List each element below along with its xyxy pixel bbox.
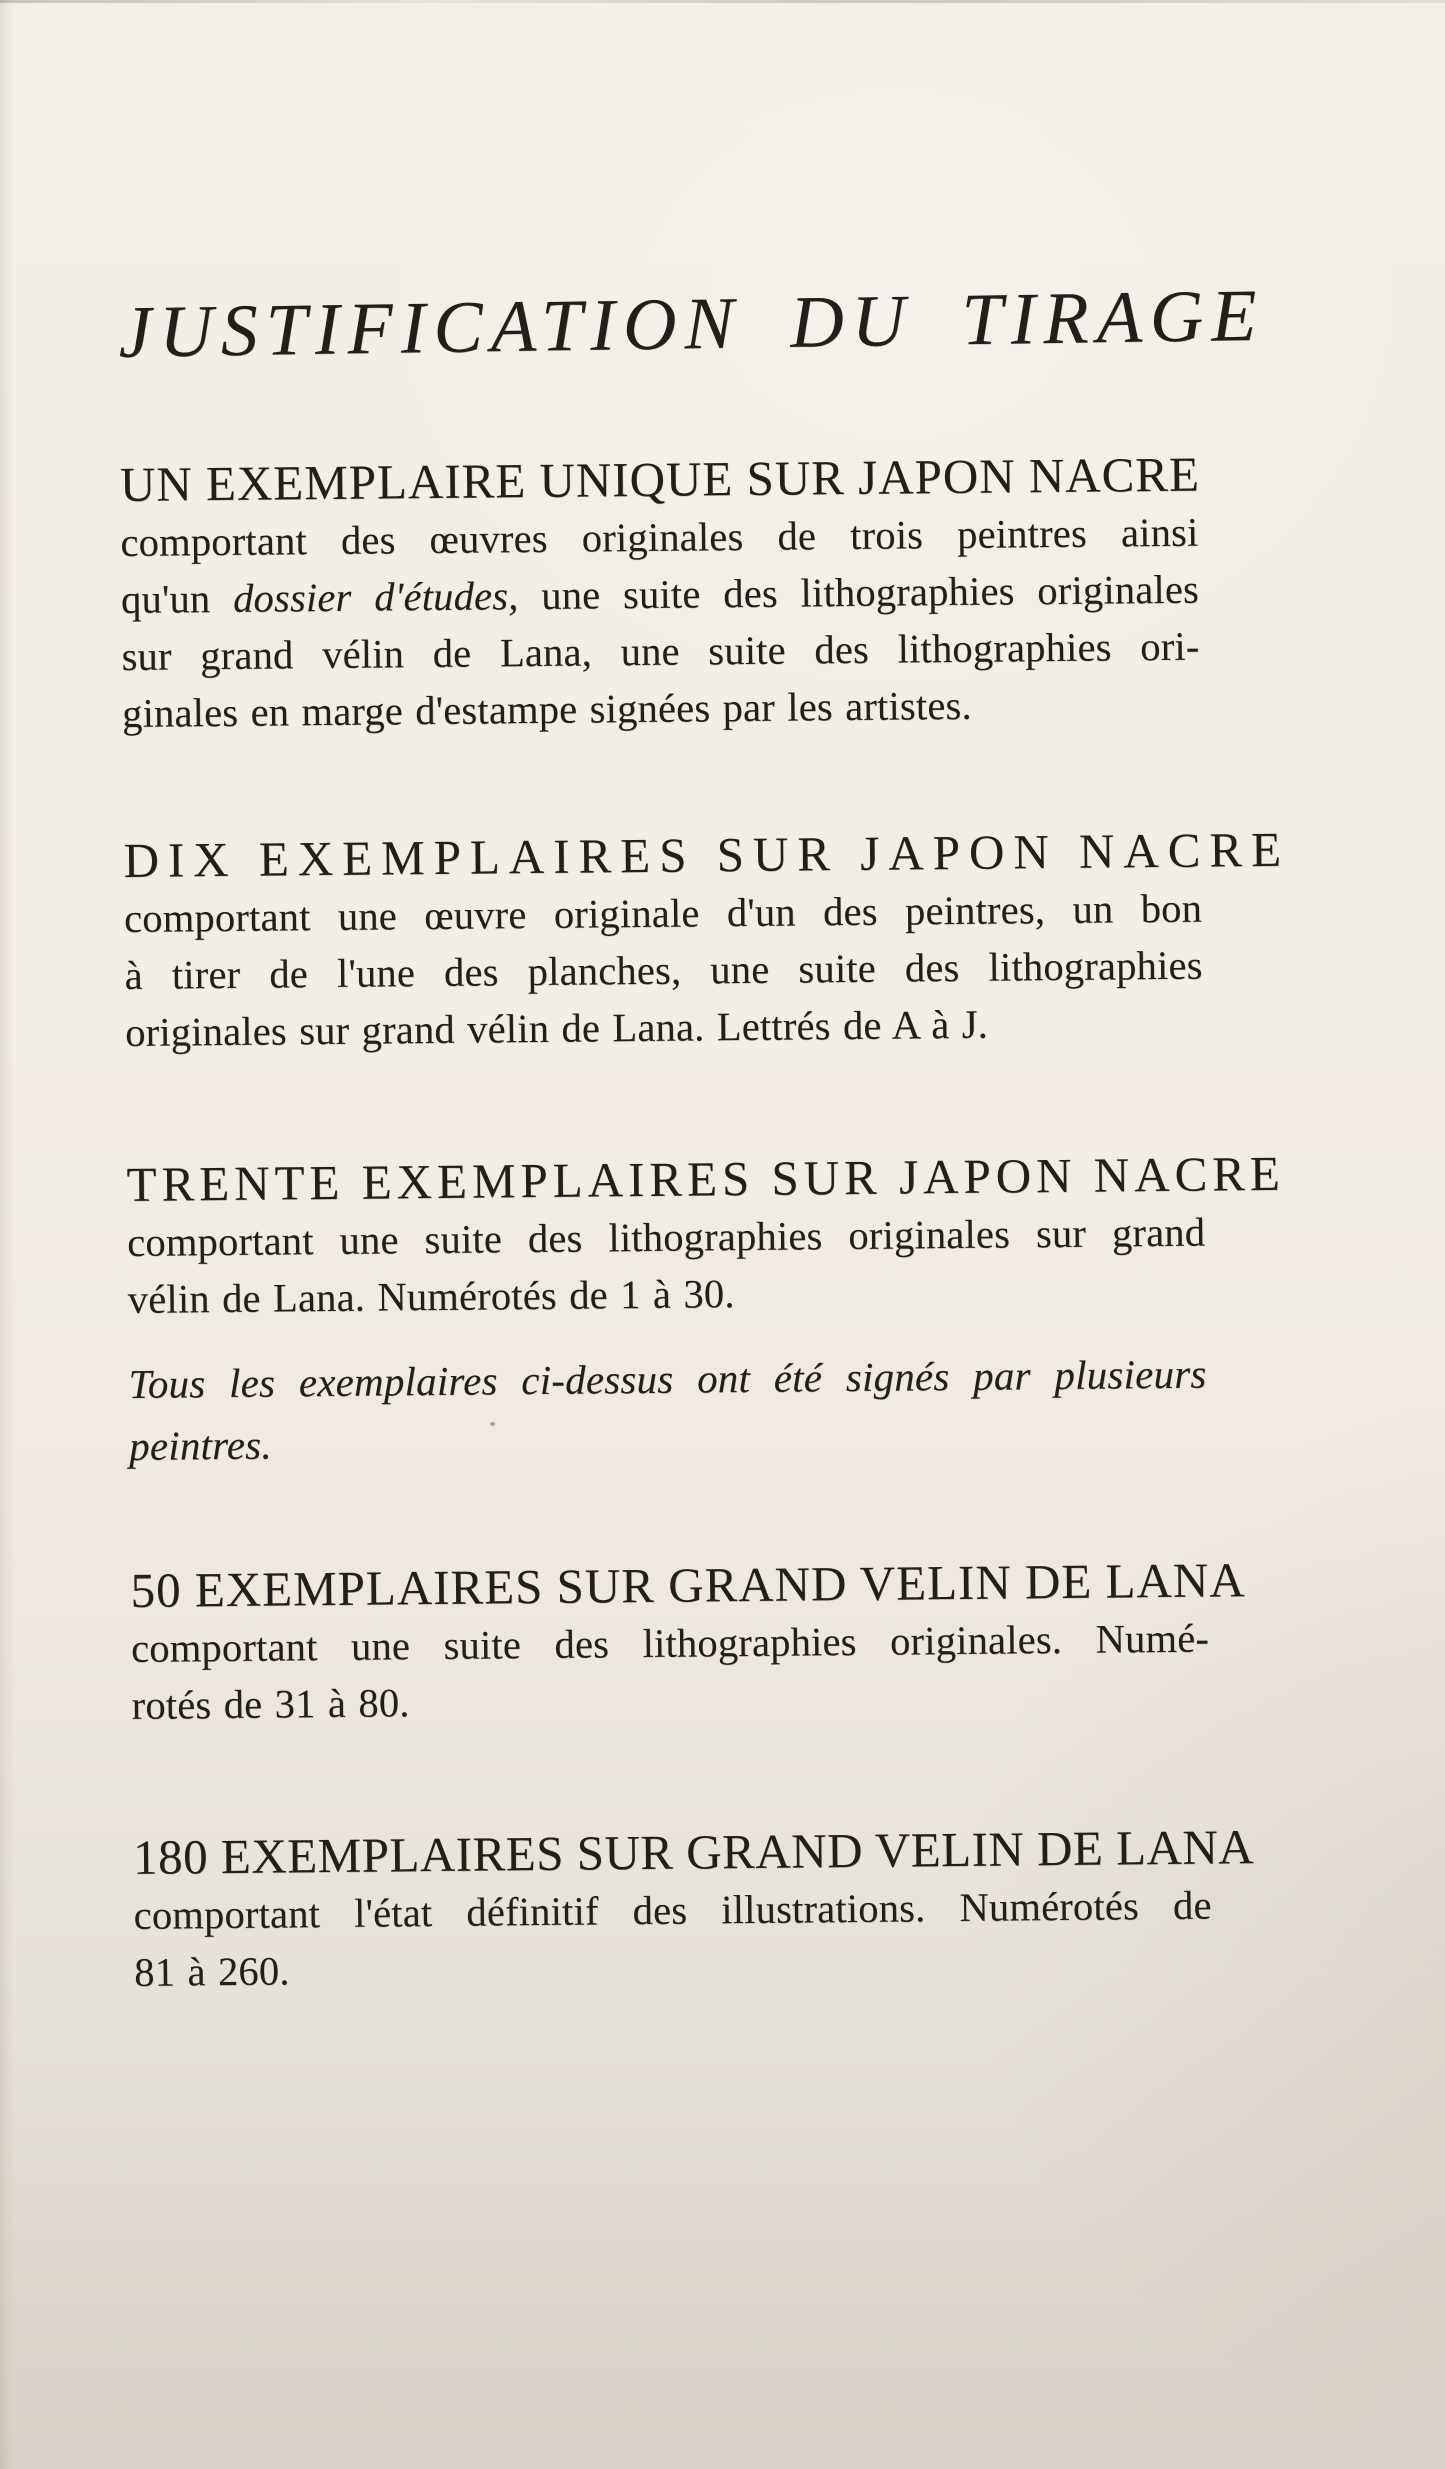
section-heading: 50 EXEMPLAIRES SUR GRAND VELIN DE LANA bbox=[130, 1552, 1246, 1618]
page-title: JUSTIFICATION DU TIRAGE bbox=[117, 274, 1266, 374]
section-heading: DIX EXEMPLAIRES SUR JAPON NACRE bbox=[123, 821, 1291, 888]
body-line: rotés de 31 à 80. bbox=[131, 1680, 410, 1728]
body-line bbox=[121, 561, 1199, 628]
body-line: vélin de Lana. Numérotés de 1 à 30. bbox=[127, 1271, 735, 1322]
note-signatures bbox=[128, 1343, 1207, 1477]
body-line: à tirer de l'une des planches, une suite des lithographies bbox=[124, 942, 1203, 998]
body-line: comportant une œuvre originale d'un des peintres, un bon bbox=[123, 885, 1203, 941]
section-dix-exemplaires bbox=[123, 821, 1291, 1061]
body-line: comportant une suite des lithographies originales sur grand bbox=[126, 1209, 1206, 1265]
section-cinquante-exemplaires bbox=[130, 1552, 1246, 1734]
section-heading: 180 EXEMPLAIRES SUR GRAND VELIN DE LANA bbox=[132, 1819, 1255, 1885]
body-line: sur grand vélin de Lana, une suite des lithographies ori- bbox=[121, 623, 1200, 679]
body-line-part: qu'un bbox=[120, 576, 211, 622]
scan-top-edge-shadow bbox=[0, 0, 1445, 3]
page-content bbox=[117, 273, 1291, 2001]
note-line: Tous les exemplaires ci-dessus ont été signés par plusieurs bbox=[128, 1350, 1207, 1407]
body-line: originales sur grand vélin de Lana. Lettrés de A à J. bbox=[124, 1001, 989, 1055]
body-line: comportant des œuvres originales de trois peintres ainsi bbox=[120, 509, 1199, 565]
note-line: peintres. bbox=[128, 1421, 273, 1469]
body-line: 81 à 260. bbox=[134, 1948, 290, 1995]
body-line-part: une suite des lithographies originales bbox=[541, 566, 1200, 618]
body-line: comportant une suite des lithographies originales. Numé- bbox=[130, 1615, 1210, 1671]
body-line-italic-part: dossier d'études, bbox=[232, 573, 519, 621]
body-line: comportant l'état définitif des illustrations. Numérotés de bbox=[133, 1882, 1212, 1938]
section-cent-quatre-vingt-exemplaires bbox=[132, 1819, 1255, 2001]
section-heading: TRENTE EXEMPLAIRES SUR JAPON NACRE bbox=[126, 1145, 1286, 1212]
section-trente-exemplaires bbox=[126, 1145, 1286, 1328]
section-heading: UN EXEMPLAIRE UNIQUE SUR JAPON NACRE bbox=[119, 446, 1201, 512]
section-exemplaire-unique bbox=[120, 446, 1201, 742]
body-line: ginales en marge d'estampe signées par les artistes. bbox=[121, 682, 972, 736]
